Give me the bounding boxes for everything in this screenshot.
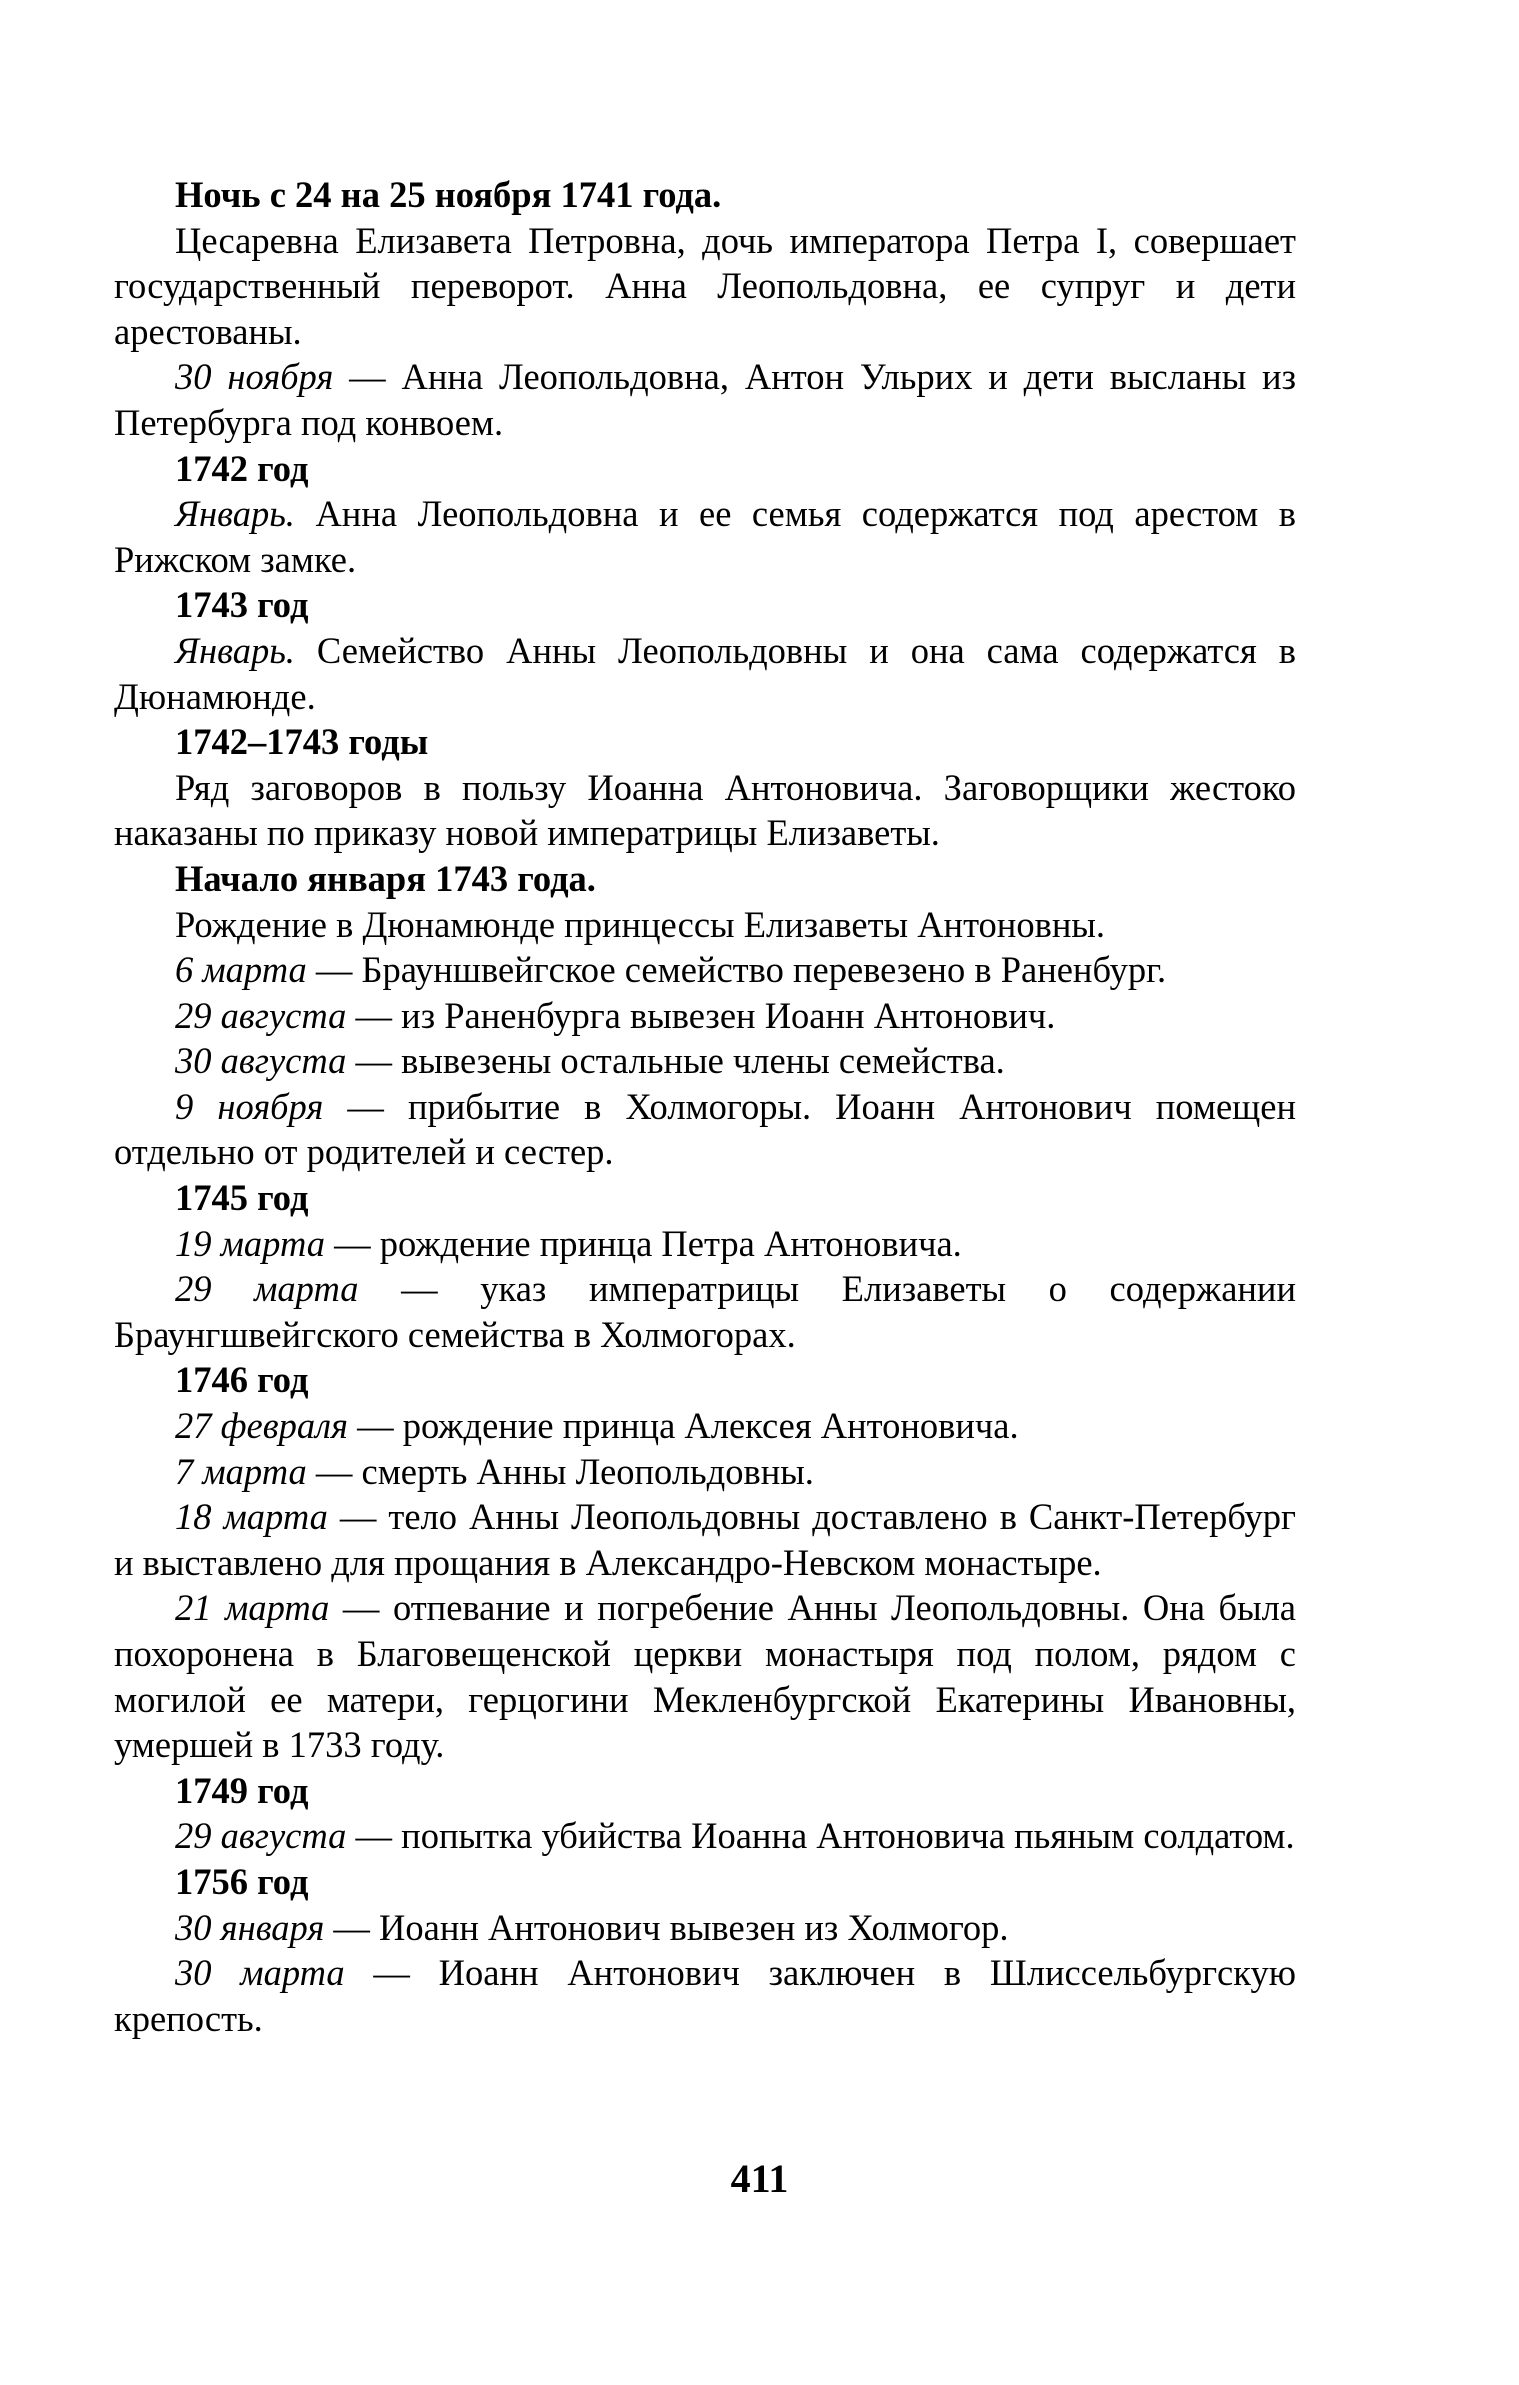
entry-date: 19 марта: [175, 1222, 325, 1264]
chronicle-entry: [114, 947, 1296, 993]
chronicle-entry: [114, 628, 1296, 719]
entry-text: — тело Анны Леопольдовны доставлено в Санкт-Петербург и выставлено для прощания в Александро-Невском монастыре.: [114, 1496, 1296, 1583]
section-heading: 1749 год: [175, 1769, 309, 1811]
section-heading: Ночь с 24 на 25 ноября 1741 года.: [175, 174, 722, 215]
entry-text: — из Раненбурга вывезен Иоанн Антонович.: [346, 994, 1056, 1036]
entry-date: 6 марта: [175, 949, 307, 991]
chronicle-entry: [114, 1585, 1296, 1767]
section-heading: 1745 год: [175, 1177, 309, 1219]
entry-text: — отпевание и погребение Анны Леопольдовны. Она была похоронена в Благовещенской церкви монастыря под полом, рядом с могилой ее матери, герцогини Мекленбургской Екатерины Ивановны, умершей в 1733 году.: [114, 1587, 1297, 1766]
chronicle-entry: [114, 1449, 1296, 1495]
chronicle-entry: [114, 1084, 1296, 1175]
section-heading: 1756 год: [175, 1860, 309, 1902]
chronicle-entry: [114, 1221, 1296, 1267]
entry-date: 18 марта: [175, 1496, 328, 1538]
entry-date: 30 августа: [175, 1040, 347, 1082]
entry-text: — вывезены остальные члены семейства.: [346, 1040, 1005, 1082]
entry-text: — рождение принца Алексея Антоновича.: [347, 1405, 1019, 1447]
section-heading: 1746 год: [175, 1359, 309, 1401]
entry-text: — указ императрицы Елизаветы о содержании Браунгшвейгского семейства в Холмогорах.: [114, 1268, 1296, 1355]
chronicle-entry: [114, 1494, 1296, 1585]
page-number: 411: [730, 2156, 789, 2201]
chronicle-entry: [114, 1266, 1296, 1357]
chronicle-entry: [114, 1950, 1296, 2041]
section-heading: 1743 год: [175, 584, 309, 626]
entry-text: — Брауншвейгское семейство перевезено в Раненбург.: [306, 949, 1167, 991]
chronicle-entry: [114, 491, 1296, 582]
entry-text: — рождение принца Петра Антоновича.: [325, 1222, 962, 1264]
page-body: [114, 172, 1296, 2041]
entry-text: — Иоанн Антонович вывезен из Холмогор.: [324, 1906, 1009, 1948]
entry-date: 9 ноября: [175, 1085, 324, 1127]
entry-date: 30 января: [175, 1906, 325, 1948]
entry-date: 29 августа: [175, 1815, 347, 1857]
entry-date: 29 августа: [175, 994, 347, 1036]
section-heading: 1742 год: [175, 447, 309, 489]
chronicle-entry: [114, 218, 1296, 355]
entry-date: 27 февраля: [175, 1405, 348, 1447]
chronicle-entry: [114, 902, 1296, 948]
entry-text: — Анна Леопольдовна, Антон Ульрих и дети высланы из Петербурга под конвоем.: [114, 356, 1297, 443]
entry-text: — смерть Анны Леопольдовны.: [306, 1450, 814, 1492]
chronicle-entry: [114, 993, 1296, 1039]
chronicle-entry: [114, 354, 1296, 445]
entry-date: 30 ноября: [175, 356, 334, 398]
section-heading: Начало января 1743 года.: [175, 857, 596, 899]
chronicle-entry: [114, 1038, 1296, 1084]
chronicle-entry: [114, 1813, 1296, 1859]
entry-text: Анна Леопольдовна и ее семья содержатся под арестом в Рижском замке.: [114, 493, 1296, 580]
chronicle-entry: [114, 1403, 1296, 1449]
entry-text: — попытка убийства Иоанна Антоновича пьяным солдатом.: [346, 1815, 1295, 1857]
chronicle-entry: [114, 765, 1296, 856]
entry-date: 29 марта: [175, 1268, 359, 1310]
entry-text: Ряд заговоров в пользу Иоанна Антоновича. Заговорщики жестоко наказаны по приказу новой императрицы Елизаветы.: [114, 766, 1296, 854]
entry-text: Рождение в Дюнамюнде принцессы Елизаветы Антоновны.: [175, 903, 1106, 945]
entry-date: 30 марта: [175, 1952, 345, 1994]
entry-text: Семейство Анны Леопольдовны и она сама содержатся в Дюнамюнде.: [114, 629, 1296, 717]
entry-date: 21 марта: [175, 1587, 330, 1629]
entry-text: — Иоанн Антонович заключен в Шлиссельбургскую крепость.: [114, 1952, 1296, 2039]
entry-date: Январь.: [175, 493, 295, 535]
entry-date: 7 марта: [175, 1450, 307, 1492]
entry-text: Цесаревна Елизавета Петровна, дочь императора Петра I, совершает государственный переворот. Анна Леопольдовна, ее супруг и дети арестованы.: [114, 219, 1296, 352]
chronicle-entry: [114, 1905, 1296, 1951]
section-heading: 1742–1743 годы: [175, 721, 429, 763]
entry-date: Январь.: [175, 629, 295, 671]
entry-text: — прибытие в Холмогоры. Иоанн Антонович помещен отдельно от родителей и сестер.: [114, 1085, 1296, 1173]
